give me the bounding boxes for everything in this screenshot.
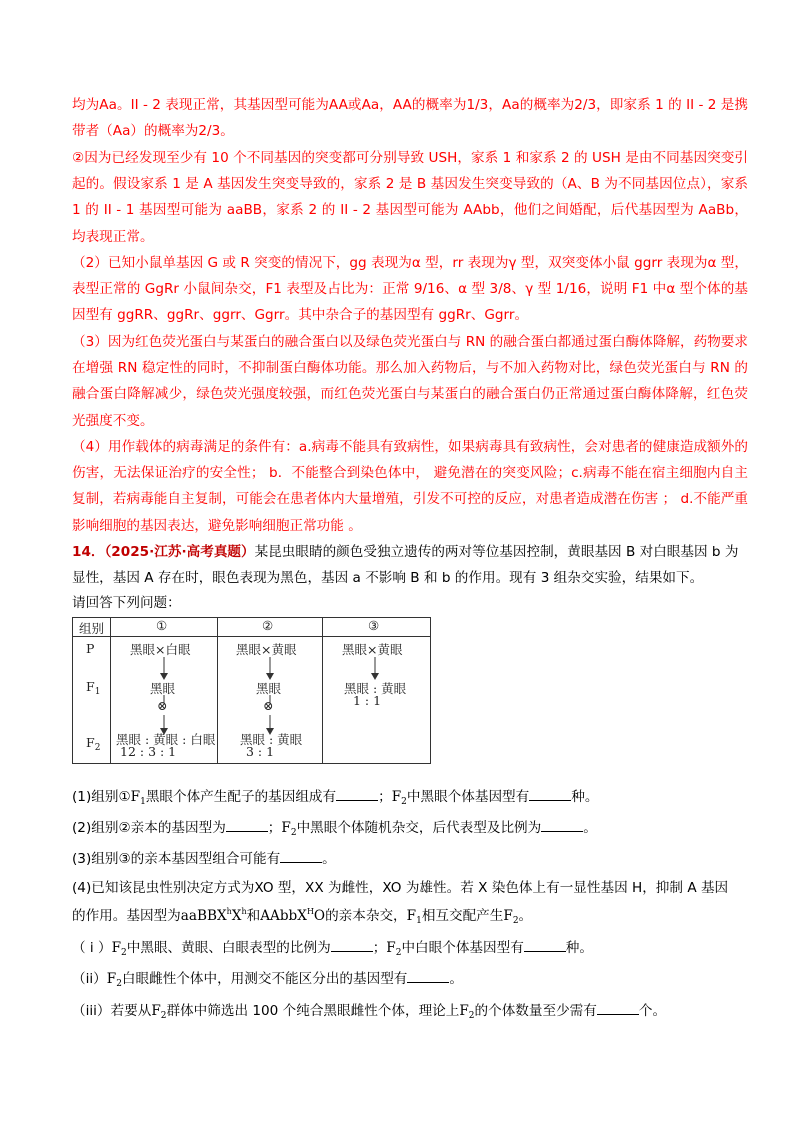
row-label-p: P — [86, 641, 95, 656]
group-2-self-cross-icon: ⊗ — [263, 698, 274, 713]
group-1-f1: 黑眼 — [150, 681, 176, 696]
question-stem — [72, 539, 748, 591]
sub-question-4-i: （ i ）$F_2$中黑眼、黄眼、白眼表型的比例为 ；$F_2$中白眼个体基因型有 种。 — [72, 936, 593, 958]
answer-paragraph-4: （3）因为红色荧光蛋白与某蛋白的融合蛋白以及绿色荧光蛋白与 RN 的融合蛋白都通过蛋白酶体降解，药物要求在增强 RN 稳定性的同时，不抑制蛋白酶体功能。那么加入药物后，与不加入药物对比，绿色荧光蛋白与 RN 的融合蛋白降解减少，绿色荧光强度较强，而红色荧光蛋白与某蛋白的融合蛋白仍正常通过蛋白酶体降解，红色荧光强度不变。 — [72, 334, 748, 429]
answer-paragraph-2: ②因为已经发现至少有 10 个不同基因的突变都可分别导致 USH，家系 1 和家系 2 的 USH 是由不同基因突变引起的。假设家系 1 是 A 基因发生突变导致的，家系 2 是 B 基因发生突变导致的（A、B 为不同基因位点），家系 1 的 II - 1 基因型可能为 aaBB，家系 2 的 II - 2 基因型可能为 AAbb，他们之间婚配，后代基因型为 AaBb，均表现正常。 — [72, 150, 748, 245]
group-1-f2-ratio: 12 : 3 : 1 — [120, 744, 177, 759]
answer-paragraph-5: （4）用作载体的病毒满足的条件有：a.病毒不能具有致病性，如果病毒具有致病性，会对患者的健康造成额外的伤害，无法保证治疗的安全性； b．不能整合到染色体中， 避免潜在的突变风险；c.病毒不能在宿主细胞内自主复制，若病毒能自主复制，可能会在患者体内大量增殖，引发不可控的反应，对患者造成潜在伤害 ； d.不能严重影响细胞的基因表达，避免影响细胞正常功能 。 — [72, 439, 748, 534]
group-2-f2-ratio: 3 : 1 — [246, 744, 275, 759]
sub-question-1: (1)组别$①F_1$黑眼个体产生配子的基因组成有 ；$F_2$中黑眼个体基因型有 种。 — [72, 785, 598, 807]
sub-question-4-line-1: (4)已知该昆虫性别决定方式为XO 型，XX 为雌性，XO 为雄性。若 X 染色体上有一显性基因 H，抑制 A 基因 — [72, 880, 729, 896]
sub-question-4-line-2: 的作用。基因型为$aaBBX^hX^h$和AAbbX$^H$O的亲本杂交，$F_1$相互交配产生$F_2$。 — [72, 907, 533, 926]
answer-blank-4ii[interactable] — [407, 968, 449, 983]
table-header-label: 组别 — [79, 621, 105, 636]
table-group-1-header: ① — [156, 618, 168, 633]
sub-question-4-ii: $(ii)F_2$白眼雌性个体中，用测交不能区分出的基因型有 。 — [72, 967, 463, 989]
sub-question-4-iii: （iii）若要从$F_2$群体中筛选出 100 个纯合黑眼雌性个体，理论上$F_2$的个体数量至少需有 个。 — [72, 999, 666, 1021]
answer-paragraph-3: （2）已知小鼠单基因 G 或 R 突变的情况下，gg 表现为α 型，rr 表现为γ 型，双突变体小鼠 ggrr 表现为α 型，表型正常的 GgRr 小鼠间杂交，F1 表型及占比为：正常 9/16、α 型 3/8、γ 型 1/16，说明 F1 中α 型个体的基因型有 ggRR、ggRr、ggrr、Ggrr。其中杂合子的基因型有 ggRr、Ggrr。 — [72, 255, 748, 324]
group-3-f1: 黑眼 : 黄眼 — [344, 681, 407, 696]
answer-blank-4i-a[interactable] — [331, 937, 373, 952]
group-1-parents: 黑眼×白眼 — [130, 642, 191, 657]
group-2-f1: 黑眼 — [256, 681, 282, 696]
question-prompt: 请回答下列问题： — [72, 595, 181, 611]
row-label-f2: $F_2$ — [86, 735, 101, 753]
table-group-2-header: ② — [262, 618, 274, 633]
sub-question-2: (2)组别②亲本的基因型为 ；$F_2$中黑眼个体随机杂交，后代表型及比例为 。 — [72, 816, 597, 838]
group-1-f2: 黑眼 : 黄眼 : 白眼 — [116, 732, 216, 747]
answer-blank-4i-b[interactable] — [524, 937, 566, 952]
group-2-f2: 黑眼 : 黄眼 — [240, 732, 303, 747]
group-2-parents: 黑眼×黄眼 — [236, 642, 297, 657]
answer-blank-2b[interactable] — [541, 817, 583, 832]
question-stem-text: 某昆虫眼睛的颜色受独立遗传的两对等位基因控制，黄眼基因 B 对白眼基因 b 为显性，基因 A 存在时，眼色表现为黑色，基因 a 不影响 B 和 b 的作用。现有 3 组杂交实验，结果如下。 — [72, 544, 739, 586]
group-3-parents: 黑眼×黄眼 — [342, 642, 403, 657]
answer-blank-3[interactable] — [280, 848, 322, 863]
answer-blank-1b[interactable] — [529, 786, 571, 801]
question-number: 14．（2025·江苏·高考真题） — [72, 544, 255, 560]
answer-paragraph-1: 均为Aa。II - 2 表现正常，其基因型可能为AA或Aa，AA的概率为1/3，Aa的概率为2/3，即家系 1 的 II - 2 是携带者（Aa）的概率为2/3。 — [72, 97, 748, 140]
group-1-self-cross-icon: ⊗ — [157, 698, 168, 713]
sub-question-3: (3)组别③的亲本基因型组合可能有 。 — [72, 847, 336, 867]
row-label-f1: $F_1$ — [86, 679, 101, 697]
table-group-3-header: ③ — [368, 618, 380, 633]
cross-table — [72, 617, 432, 765]
answer-blank-1a[interactable] — [336, 786, 378, 801]
answer-blank-2a[interactable] — [226, 817, 268, 832]
answer-blank-4iii[interactable] — [597, 1000, 639, 1015]
group-3-f1-ratio: 1 : 1 — [353, 693, 382, 708]
